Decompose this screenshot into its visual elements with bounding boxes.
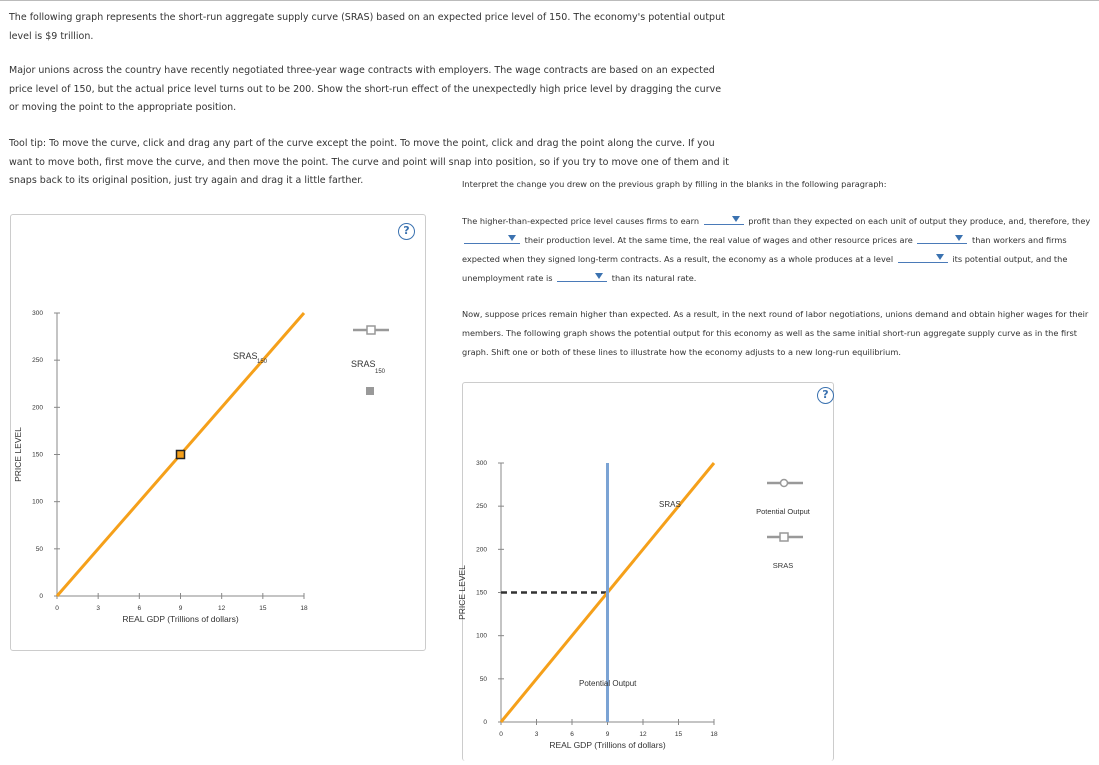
unemployment-dropdown[interactable]: [557, 271, 607, 282]
y-tick-label: 250: [32, 357, 43, 365]
sentence-part-5: its potential output, and the unemployment rate is: [462, 254, 1068, 283]
legend-potential-marker[interactable]: [781, 480, 788, 487]
sentence-part-2: profit than they expected on each unit of output they produce, and, therefore, they: [748, 216, 1091, 226]
graph-panel-2: [457, 382, 834, 761]
legend-sras-marker[interactable]: [367, 326, 375, 334]
potential-output-label: Potential Output: [579, 679, 637, 688]
fill-in-paragraph: [462, 212, 1092, 288]
help-icon[interactable]: ?: [398, 223, 415, 240]
y-tick-label: 100: [476, 632, 487, 640]
equilibrium-point[interactable]: [177, 451, 185, 459]
y-axis-label: PRICE LEVEL: [457, 565, 467, 620]
legend-sras-subscript: 150: [375, 369, 386, 375]
y-axis-label: PRICE LEVEL: [13, 427, 23, 482]
x-tick-label: 18: [710, 731, 718, 738]
legend-sras-label: SRAS: [351, 359, 376, 369]
y-tick-label: 150: [476, 589, 487, 597]
production-dropdown[interactable]: [464, 233, 520, 244]
y-tick-label: 0: [39, 593, 43, 600]
sras-curve-label: SRAS: [659, 500, 681, 509]
x-tick-label: 12: [639, 731, 647, 738]
top-divider: [0, 0, 1099, 1]
x-tick-label: 15: [259, 605, 267, 612]
x-tick-label: 9: [178, 605, 183, 612]
profit-dropdown[interactable]: [704, 214, 744, 225]
x-tick-label: 0: [55, 605, 59, 612]
sras-chart-1: [11, 215, 425, 650]
x-tick-label: 0: [499, 731, 503, 738]
help-icon[interactable]: ?: [817, 387, 834, 404]
legend-point-marker[interactable]: [366, 387, 374, 395]
intro-paragraph-1: The following graph represents the short-run aggregate supply curve (SRAS) based on an expected price level of 150. The economy's potential output level is $9 trillion.: [9, 12, 725, 42]
sentence-part-3: their production level. At the same time, the real value of wages and other resource prices are: [524, 235, 913, 245]
chevron-down-icon: [595, 273, 603, 279]
sentence-part-6: than its natural rate.: [611, 273, 697, 283]
long-run-chart: [457, 383, 833, 761]
graph-panel-1: [10, 214, 426, 651]
x-tick-label: 3: [534, 731, 539, 738]
y-tick-label: 150: [32, 451, 43, 459]
long-run-paragraph: Now, suppose prices remain higher than expected. As a result, in the next round of labor negotiations, unions demand and obtain higher wages for their members. The following graph shows the potential output for this economy as well as the same initial short-run aggregate supply curve as in the first graph. Shift one or both of these lines to illustrate how the economy adjusts to a new long-run equilibrium.: [462, 309, 1089, 357]
x-tick-label: 18: [300, 605, 308, 612]
chevron-down-icon: [732, 216, 740, 222]
output-level-dropdown[interactable]: [898, 252, 948, 263]
sras-curve-label-subscript: 150: [257, 359, 268, 365]
x-tick-label: 6: [137, 605, 142, 612]
legend-potential-label: Potential Output: [756, 507, 810, 516]
legend-sras-marker[interactable]: [780, 533, 788, 541]
x-tick-label: 3: [96, 605, 100, 612]
intro-paragraph-2: Major unions across the country have recently negotiated three-year wage contracts with employers. The wage contracts are based on an expected price level of 150, but the actual price level turns out to be 200. Show the short-run effect of the unexpectedly high price level by dragging the curve or moving the point to the appropriate position.: [9, 65, 722, 113]
y-tick-label: 100: [32, 498, 43, 506]
y-tick-label: 50: [35, 545, 43, 553]
legend-sras-label: SRAS: [772, 561, 794, 570]
sentence-part-4: than workers and firms expected when they signed long-term contracts. As a result, the economy as a whole produces at a level: [462, 235, 1067, 264]
chevron-down-icon: [936, 254, 944, 260]
real-wages-dropdown[interactable]: [917, 233, 967, 244]
y-tick-label: 300: [476, 460, 487, 467]
sentence-part-1: The higher-than-expected price level causes firms to earn: [462, 216, 700, 226]
x-tick-label: 15: [674, 731, 683, 738]
tool-tip-paragraph: Tool tip: To move the curve, click and drag any part of the curve except the point. To move the point, click and drag the point along the curve. If you want to move both, first move the curve, and then move the point. The curve and point will snap into position, so if you try to move one of them and it snaps back to its original position, just try again and drag it a little farther.: [9, 138, 729, 186]
x-tick-label: 12: [218, 605, 226, 612]
x-axis-label: REAL GDP (Trillions of dollars): [549, 740, 666, 750]
y-tick-label: 200: [32, 404, 43, 412]
x-tick-label: 9: [605, 731, 610, 738]
chevron-down-icon: [508, 235, 516, 241]
chevron-down-icon: [955, 235, 963, 241]
x-tick-label: 6: [570, 731, 574, 738]
sras-curve-label: SRAS: [233, 351, 258, 361]
x-axis-label: REAL GDP (Trillions of dollars): [122, 614, 239, 624]
y-tick-label: 200: [476, 546, 487, 554]
y-tick-label: 50: [479, 675, 487, 683]
y-tick-label: 250: [476, 503, 487, 511]
y-tick-label: 0: [483, 719, 487, 726]
interpret-heading: Interpret the change you drew on the previous graph by filling in the blanks in the following paragraph:: [462, 179, 887, 189]
y-tick-label: 300: [32, 310, 43, 317]
